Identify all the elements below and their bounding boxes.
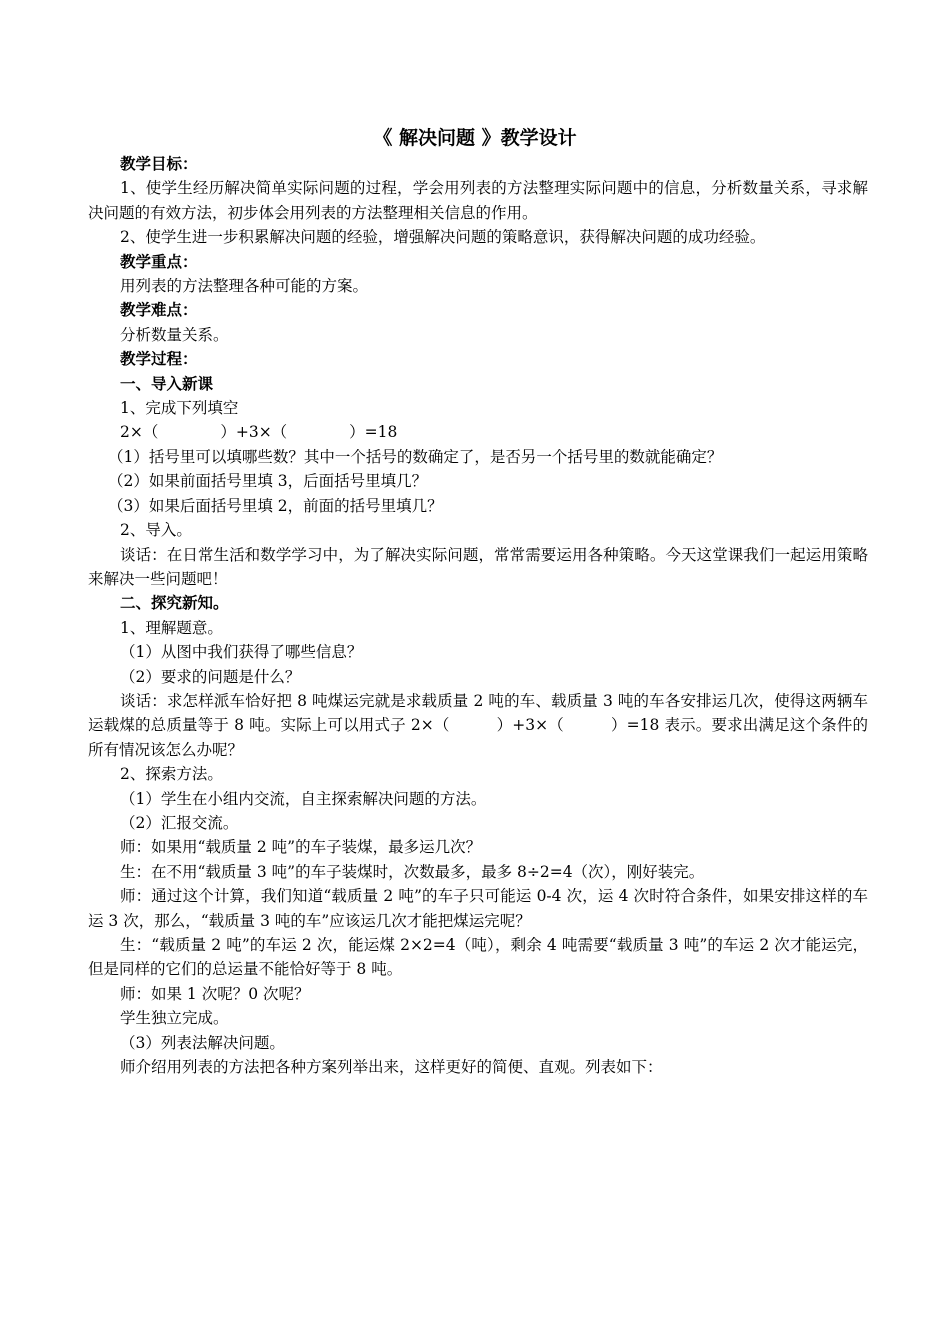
section-2-teacher-3: 师：如果 1 次呢？0 次呢？ [120,984,310,1003]
section-2-heading: 二、探究新知。 [120,594,229,613]
key-point-text: 用列表的方法整理各种可能的方案。 [120,277,369,296]
document-body [88,152,868,1079]
section-2-student-2: 生：“载质量 2 吨”的车运 2 次，能运煤 2×2=4（吨），剩余 4 吨需要“载质量 3 吨”的车运 2 次才能运完，但是同样的它们的总运量不能恰好等于 8 吨。 [88,936,868,979]
section-2-question-2: （2）要求的问题是什么？ [120,667,301,686]
section-2-item-2: 2、探索方法。 [120,765,223,784]
section-2-teacher-2: 师：通过这个计算，我们知道“载质量 2 吨”的车子只可能运 0-4 次，运 4 次时符合条件，如果安排这样的车运 3 次，那么，“载质量 3 吨的车”应该运几次才能把煤运完呢？ [88,887,868,930]
process-heading: 教学过程： [120,350,198,369]
section-1-question-2: （2）如果前面括号里填 3，后面括号里填几？ [108,472,428,491]
goal-item-2: 2、使学生进一步积累解决问题的经验，增强解决问题的策略意识，获得解决问题的成功经验。 [120,228,766,247]
section-2-final: 师介绍用列表的方法把各种方案列举出来，这样更好的简便、直观。列表如下： [120,1058,663,1077]
difficult-point-text: 分析数量关系。 [120,325,229,344]
section-1-formula: 2×（ ）+3×（ ）=18 [120,423,398,442]
goal-heading: 教学目标： [120,155,198,173]
section-1-question-1: （1）括号里可以填哪些数？其中一个括号的数确定了，是否另一个括号里的数就能确定？ [108,447,723,466]
section-2-teacher-1: 师：如果用“载质量 2 吨”的车子装煤，最多运几次？ [120,838,482,857]
section-2-talk: 谈话：求怎样派车恰好把 8 吨煤运完就是求载质量 2 吨的车、载质量 3 吨的车各安排运几次，使得这两辆车运载煤的总质量等于 8 吨。实际上可以用式子 2×（ ）+3×（ ）=18 表示。要求出满足这个条件的所有情况该怎么办呢？ [88,691,868,759]
document-title: 《 解决问题 》教学设计 [373,127,577,149]
goal-item-1: 1、使学生经历解决简单实际问题的过程，学会用列表的方法整理实际问题中的信息，分析数量关系，寻求解决问题的有效方法，初步体会用列表的方法整理相关信息的作用。 [88,179,868,222]
difficult-point-heading: 教学难点： [120,301,198,320]
section-2-method-3: （3）列表法解决问题。 [120,1033,285,1052]
section-2-student-1: 生：在不用“载质量 3 吨”的车子装煤时，次数最多，最多 8÷2=4（次），刚好装完。 [120,862,705,881]
section-1-question-3: （3）如果后面括号里填 2，前面的括号里填几？ [108,496,443,515]
section-2-question-1: （1）从图中我们获得了哪些信息？ [120,643,363,662]
section-1-heading: 一、导入新课 [120,374,214,393]
section-2-student-3: 学生独立完成。 [120,1009,229,1028]
section-1-item-1: 1、完成下列填空 [120,399,239,418]
section-2-item-1: 1、理解题意。 [120,618,223,637]
section-2-method-1: （1）学生在小组内交流，自主探索解决问题的方法。 [120,789,487,808]
section-1-item-2: 2、导入。 [120,521,192,540]
key-point-heading: 教学重点： [120,252,198,271]
section-2-method-2: （2）汇报交流。 [120,813,239,832]
section-1-talk: 谈话：在日常生活和数学学习中，为了解决实际问题，常常需要运用各种策略。今天这堂课我们一起运用策略来解决一些问题吧！ [88,545,868,588]
